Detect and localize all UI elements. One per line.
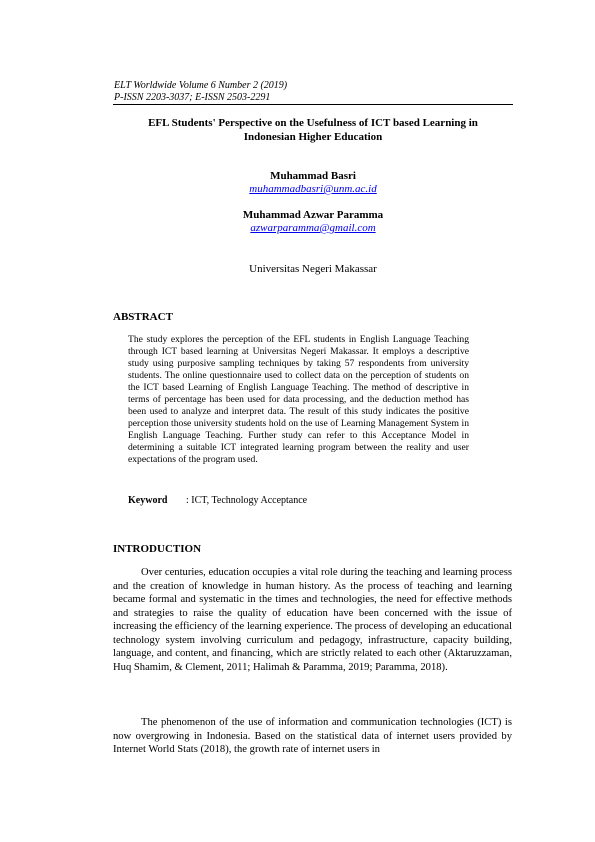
introduction-paragraph-1: Over centuries, education occupies a vital role during the teaching and learning process and the creation of knowledge in human history. As the process of teaching and learning became formal and systematic in the times and technologies, the need for effective methods and strategies to raise the quality of education have been concerned with the issue of increasing the efficiency of the learning experience. The process of developing an educational technology system involving curriculum and pedagogy, infrastructure, capacity building, language, and content, and financing, which are strictly related to each other (Aktaruzzaman, Huq Shamim, & Clement, 2011; Halimah & Paramma, 2019; Paramma, 2018). (113, 567, 512, 673)
keyword-label: Keyword (128, 495, 168, 506)
affiliation: Universitas Negeri Makassar (249, 263, 377, 275)
introduction-paragraph-2: The phenomenon of the use of information and communication technologies (ICT) is now overgrowing in Indonesia. Based on the statistical data of internet users provided by Internet World Stats (2018), the growth rate of internet users in (113, 717, 512, 755)
issn-line: P-ISSN 2203-3037; E-ISSN 2503-2291 (114, 92, 271, 103)
keyword-values: : ICT, Technology Acceptance (186, 495, 308, 506)
abstract-heading: ABSTRACT (113, 311, 173, 323)
abstract-body: The study explores the perception of the EFL students in English Language Teaching through ICT based learning at Universitas Negeri Makassar. It employs a descriptive study using purposive sampling techniques by taking 57 respondents from university students. The online questionnaire used to collect data on the perception of students on the ICT based Learning of English Language Teaching. The method of descriptive in terms of percentage has been used for data processing, and the deduction method has been used to analyze and interpret data. The result of this study indicates the positive perception those university students hold on the use of Learning Management System in English Language Teaching. Further study can refer to this Acceptance Model in determining a suitable ICT integrated learning program between the reality and user expectations of the program used. (128, 334, 469, 465)
title-line-2: Indonesian Higher Education (243, 131, 383, 143)
running-head (114, 80, 287, 104)
header-rule (113, 104, 513, 105)
journal-citation: ELT Worldwide Volume 6 Number 2 (2019) (114, 80, 288, 91)
paper-title (113, 116, 513, 144)
introduction-heading: INTRODUCTION (113, 543, 202, 555)
author-block-1 (113, 170, 513, 196)
keywords (128, 495, 488, 507)
author-name: Muhammad Basri (270, 170, 356, 182)
author-block-2 (113, 209, 513, 235)
author-email-link[interactable]: muhammadbasri@unm.ac.id (249, 183, 377, 195)
author-email-link[interactable]: azwarparamma@gmail.com (250, 222, 376, 234)
author-name: Muhammad Azwar Paramma (242, 209, 384, 221)
title-line-1: EFL Students' Perspective on the Usefulness of ICT based Learning in (148, 117, 478, 129)
